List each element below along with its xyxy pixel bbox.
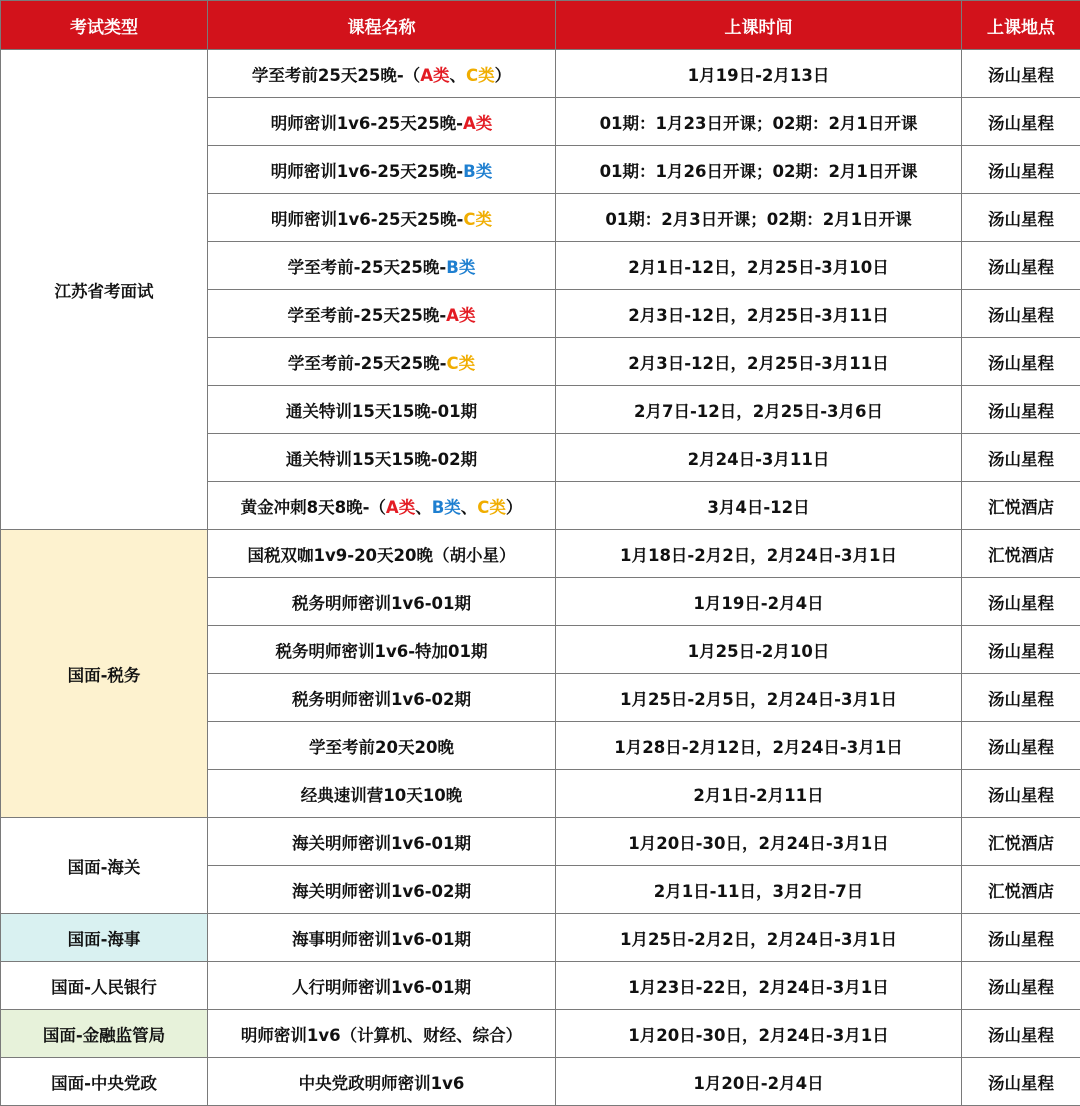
name-part: 学至考前25天25晚-（ — [252, 66, 420, 85]
course-name: 学至考前20天20晚 — [208, 722, 556, 770]
class-time: 01期：1月26日开课；02期：2月1日开课 — [556, 146, 962, 194]
class-time: 1月25日-2月10日 — [556, 626, 962, 674]
course-name: 税务明师密训1v6-特加01期 — [208, 626, 556, 674]
course-name: 海关明师密训1v6-02期 — [208, 866, 556, 914]
location: 汤山星程 — [962, 722, 1080, 770]
class-b-tag: B类 — [432, 498, 461, 517]
class-time: 1月19日-2月13日 — [556, 50, 962, 98]
location: 汇悦酒店 — [962, 866, 1080, 914]
class-a-tag: A类 — [446, 306, 475, 325]
name-part: 学至考前-25天25晚- — [288, 306, 447, 325]
table-row — [1, 1058, 1080, 1106]
class-time: 1月28日-2月12日，2月24日-3月1日 — [556, 722, 962, 770]
class-a-tag: A类 — [420, 66, 449, 85]
name-part: ） — [506, 498, 523, 517]
location: 汤山星程 — [962, 1058, 1080, 1106]
class-time: 01期：1月23日开课；02期：2月1日开课 — [556, 98, 962, 146]
category-jiangsu: 江苏省考面试 — [1, 50, 208, 530]
category-finance: 国面-金融监管局 — [1, 1010, 208, 1058]
course-name — [208, 50, 556, 98]
course-name: 明师密训1v6（计算机、财经、综合） — [208, 1010, 556, 1058]
name-part: 黄金冲刺8天8晚-（ — [241, 498, 386, 517]
course-name: 经典速训营10天10晚 — [208, 770, 556, 818]
class-time: 2月1日-12日，2月25日-3月10日 — [556, 242, 962, 290]
class-c-tag: C类 — [466, 66, 495, 85]
location: 汤山星程 — [962, 50, 1080, 98]
header-exam-type: 考试类型 — [1, 1, 208, 50]
class-time: 1月20日-30日，2月24日-3月1日 — [556, 1010, 962, 1058]
course-name — [208, 194, 556, 242]
location: 汤山星程 — [962, 1010, 1080, 1058]
header-course-name: 课程名称 — [208, 1, 556, 50]
class-c-tag: C类 — [447, 354, 476, 373]
class-time: 1月19日-2月4日 — [556, 578, 962, 626]
table-row — [1, 914, 1080, 962]
header-row — [1, 1, 1080, 50]
class-time: 3月4日-12日 — [556, 482, 962, 530]
course-name: 海关明师密训1v6-01期 — [208, 818, 556, 866]
table-row — [1, 818, 1080, 866]
location: 汤山星程 — [962, 434, 1080, 482]
location: 汤山星程 — [962, 674, 1080, 722]
class-b-tag: B类 — [446, 258, 475, 277]
header-location: 上课地点 — [962, 1, 1080, 50]
course-name: 税务明师密训1v6-02期 — [208, 674, 556, 722]
class-time: 1月25日-2月2日，2月24日-3月1日 — [556, 914, 962, 962]
class-time: 2月3日-12日，2月25日-3月11日 — [556, 338, 962, 386]
location: 汤山星程 — [962, 98, 1080, 146]
location: 汇悦酒店 — [962, 530, 1080, 578]
category-customs: 国面-海关 — [1, 818, 208, 914]
location: 汤山星程 — [962, 386, 1080, 434]
location: 汤山星程 — [962, 770, 1080, 818]
category-tax: 国面-税务 — [1, 530, 208, 818]
course-name: 通关特训15天15晚-02期 — [208, 434, 556, 482]
course-name — [208, 290, 556, 338]
class-time: 2月24日-3月11日 — [556, 434, 962, 482]
class-time: 2月7日-12日，2月25日-3月6日 — [556, 386, 962, 434]
category-maritime: 国面-海事 — [1, 914, 208, 962]
location: 汤山星程 — [962, 146, 1080, 194]
course-name — [208, 338, 556, 386]
table-row — [1, 50, 1080, 98]
location: 汤山星程 — [962, 194, 1080, 242]
course-name: 通关特训15天15晚-01期 — [208, 386, 556, 434]
name-part: 、 — [461, 498, 478, 517]
name-part: 、 — [449, 66, 466, 85]
table-row — [1, 962, 1080, 1010]
name-part: ） — [495, 66, 512, 85]
location: 汤山星程 — [962, 626, 1080, 674]
class-time: 1月20日-30日，2月24日-3月1日 — [556, 818, 962, 866]
course-name — [208, 242, 556, 290]
class-time: 1月20日-2月4日 — [556, 1058, 962, 1106]
location: 汤山星程 — [962, 242, 1080, 290]
class-time: 2月3日-12日，2月25日-3月11日 — [556, 290, 962, 338]
header-class-time: 上课时间 — [556, 1, 962, 50]
name-part: 学至考前-25天25晚- — [288, 354, 447, 373]
course-name: 海事明师密训1v6-01期 — [208, 914, 556, 962]
course-name: 中央党政明师密训1v6 — [208, 1058, 556, 1106]
course-name: 国税双咖1v9-20天20晚（胡小星） — [208, 530, 556, 578]
class-time: 01期：2月3日开课；02期：2月1日开课 — [556, 194, 962, 242]
class-time: 2月1日-11日，3月2日-7日 — [556, 866, 962, 914]
category-pbc: 国面-人民银行 — [1, 962, 208, 1010]
class-b-tag: B类 — [463, 162, 492, 181]
class-time: 1月25日-2月5日，2月24日-3月1日 — [556, 674, 962, 722]
name-part: 学至考前-25天25晚- — [288, 258, 447, 277]
table-row — [1, 1010, 1080, 1058]
class-time: 2月1日-2月11日 — [556, 770, 962, 818]
class-time: 1月23日-22日，2月24日-3月1日 — [556, 962, 962, 1010]
location: 汤山星程 — [962, 338, 1080, 386]
location: 汤山星程 — [962, 962, 1080, 1010]
table-row — [1, 530, 1080, 578]
category-party: 国面-中央党政 — [1, 1058, 208, 1106]
course-name — [208, 482, 556, 530]
class-time: 1月18日-2月2日，2月24日-3月1日 — [556, 530, 962, 578]
class-c-tag: C类 — [477, 498, 506, 517]
class-a-tag: A类 — [463, 114, 492, 133]
course-name — [208, 98, 556, 146]
name-part: 明师密训1v6-25天25晚- — [271, 114, 463, 133]
location: 汤山星程 — [962, 578, 1080, 626]
course-name: 税务明师密训1v6-01期 — [208, 578, 556, 626]
course-name — [208, 146, 556, 194]
class-c-tag: C类 — [463, 210, 492, 229]
location: 汇悦酒店 — [962, 818, 1080, 866]
location: 汤山星程 — [962, 290, 1080, 338]
name-part: 明师密训1v6-25天25晚- — [271, 210, 463, 229]
course-name: 人行明师密训1v6-01期 — [208, 962, 556, 1010]
name-part: 、 — [415, 498, 432, 517]
class-a-tag: A类 — [386, 498, 415, 517]
location: 汤山星程 — [962, 914, 1080, 962]
name-part: 明师密训1v6-25天25晚- — [271, 162, 463, 181]
location: 汇悦酒店 — [962, 482, 1080, 530]
